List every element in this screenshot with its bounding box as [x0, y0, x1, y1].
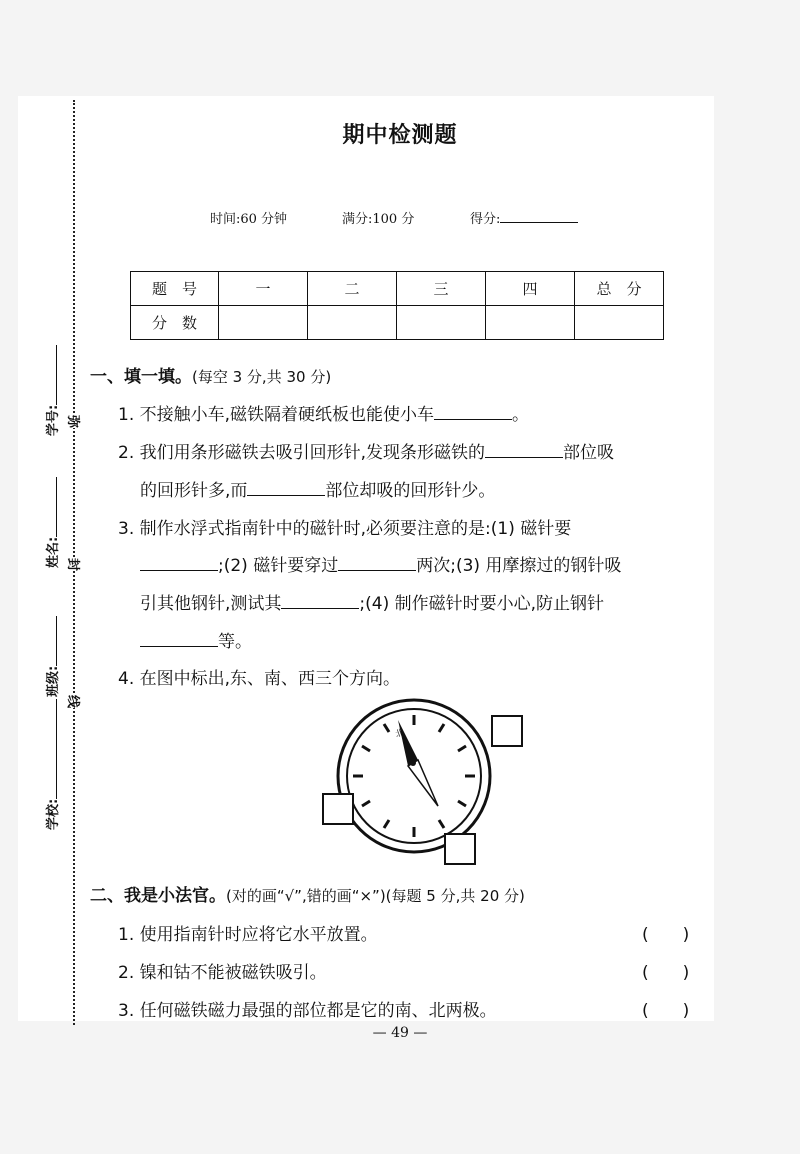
section1-heading: 一、填一填。(每空 3 分,共 30 分): [90, 367, 332, 387]
page-title: 期中检测题: [342, 123, 458, 148]
answer-paren[interactable]: ( ): [642, 925, 690, 945]
score-cell[interactable]: [397, 306, 486, 340]
answer-blank[interactable]: [434, 403, 512, 420]
score-row-label: 分 数: [131, 306, 219, 340]
q3-line3: 引其他钢针,测试其 ;(4) 制作磁针时要小心,防止钢针: [140, 594, 605, 614]
side-school: 学校:: [42, 699, 61, 830]
direction-box-west[interactable]: [323, 794, 353, 824]
score-cell[interactable]: [486, 306, 575, 340]
direction-box-east[interactable]: [492, 716, 522, 746]
compass-north-label: 北: [394, 727, 406, 741]
side-name: 姓名:: [42, 477, 61, 568]
judge-item-3: 3. 任何磁铁磁力最强的部位都是它的南、北两极。: [118, 1001, 497, 1021]
judge-item-1: 1. 使用指南针时应将它水平放置。: [118, 925, 378, 945]
q1: 1. 不接触小车,磁铁隔着硬纸板也能使小车 。: [118, 405, 530, 425]
section2-heading: 二、我是小法官。(对的画“√”,错的画“×”)(每题 5 分,共 20 分): [90, 886, 525, 906]
meta-score: 得分:: [470, 208, 578, 227]
answer-paren[interactable]: ( ): [642, 963, 690, 983]
score-header-label: 题 号: [131, 272, 219, 306]
q3-line1: 3. 制作水浮式指南针中的磁针时,必须要注意的是:(1) 磁针要: [118, 519, 572, 539]
answer-blank[interactable]: [140, 554, 218, 571]
seal-mi: 弥: [63, 415, 86, 428]
side-class: 班级:: [42, 616, 61, 697]
score-table-row-values: [131, 306, 664, 340]
answer-paren[interactable]: ( ): [642, 1001, 690, 1021]
score-cell[interactable]: [308, 306, 397, 340]
side-student-no: 学号:: [42, 345, 61, 436]
answer-blank[interactable]: [247, 479, 325, 496]
score-col-2: 二: [308, 272, 397, 306]
page-number: — 49 —: [372, 1025, 428, 1041]
score-cell[interactable]: [575, 306, 664, 340]
q4: 4. 在图中标出,东、南、西三个方向。: [118, 669, 401, 689]
score-col-4: 四: [486, 272, 575, 306]
seal-feng: 封: [63, 558, 86, 571]
q2-line2: 的回形针多,而 部位却吸的回形针少。: [140, 481, 496, 501]
score-col-3: 三: [397, 272, 486, 306]
answer-blank[interactable]: [281, 592, 359, 609]
seal-xian: 线: [63, 695, 86, 708]
score-cell[interactable]: [219, 306, 308, 340]
score-table-row-header: [131, 272, 664, 306]
answer-blank[interactable]: [485, 441, 563, 458]
compass-figure: [320, 698, 525, 868]
meta-time: 时间:60 分钟: [210, 212, 288, 227]
meta-full-score: 满分:100 分: [342, 212, 415, 227]
q3-line4: 等。: [140, 627, 252, 652]
direction-box-south[interactable]: [445, 834, 475, 864]
score-col-1: 一: [219, 272, 308, 306]
q2-line1: 2. 我们用条形磁铁去吸引回形针,发现条形磁铁的 部位吸: [118, 443, 615, 463]
answer-blank[interactable]: [338, 554, 416, 571]
q3-line2: ;(2) 磁针要穿过 两次;(3) 用摩擦过的钢针吸: [140, 551, 621, 576]
answer-blank[interactable]: [140, 630, 218, 647]
judge-item-2: 2. 镍和钴不能被磁铁吸引。: [118, 963, 327, 983]
score-col-total: 总 分: [575, 272, 664, 306]
score-table: [130, 271, 664, 340]
